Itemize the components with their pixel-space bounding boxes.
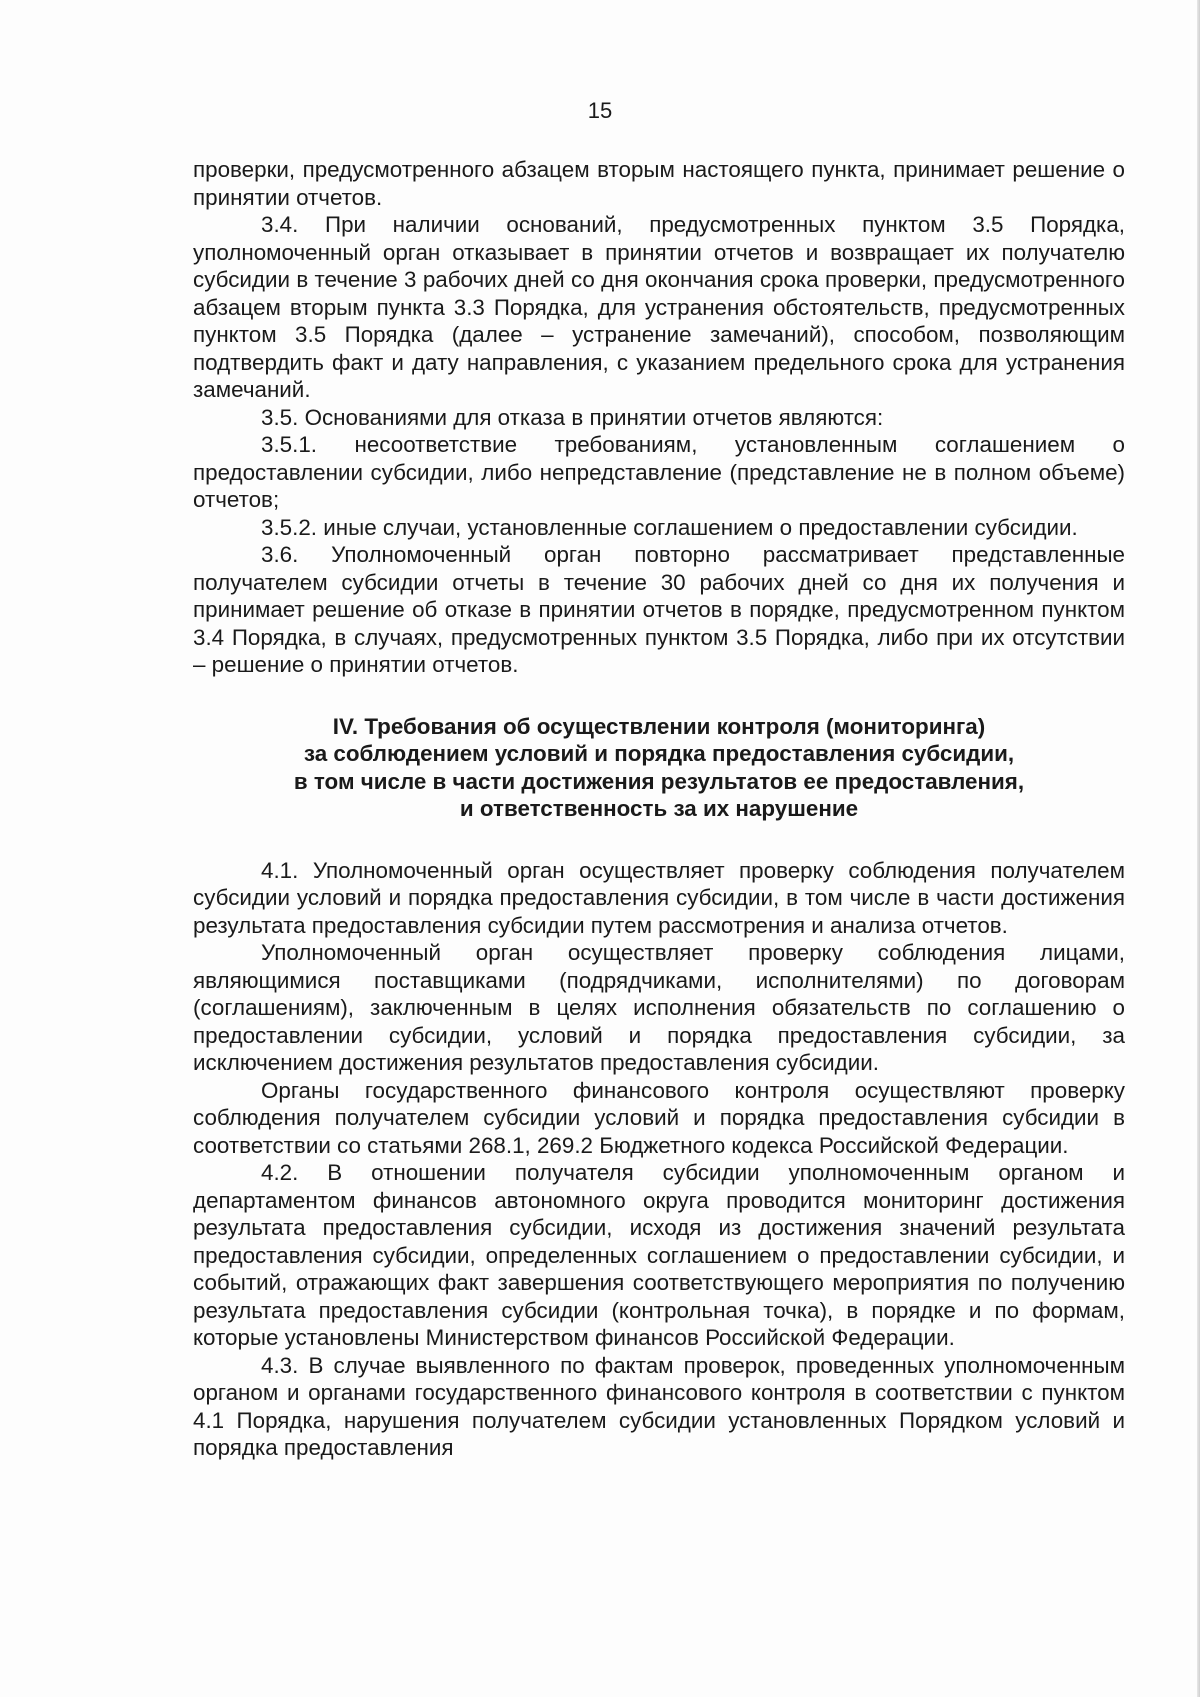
paragraph-4-1-state-control: Органы государственного финансового контроля осуществляют проверку соблюдения получателем субсидии условий и порядка предоставления субсидии в соответствии со статьями 268.1, 269.2 Бюджетного кодекса Российской Федерации. <box>193 1077 1125 1158</box>
paragraph-4-1-suppliers: Уполномоченный орган осуществляет проверку соблюдения лицами, являющимися поставщиками (подрядчиками, исполнителями) по договорам (соглашениям), заключенным в целях исполнения обязательств по соглашению о предоставлении субсидии, условий и порядка предоставления субсидии, за исключением достижения результатов предоставления субсидии. <box>193 940 1125 1075</box>
section-heading <box>193 713 1125 823</box>
document-body <box>193 156 1125 1462</box>
section-heading-line: и ответственность за их нарушение <box>459 796 859 821</box>
paragraph-3-5-1: 3.5.1. несоответствие требованиям, установленным соглашением о предоставлении субсидии, либо непредставление (представление не в полном объеме) отчетов; <box>193 432 1125 512</box>
paragraph-4-2: 4.2. В отношении получателя субсидии уполномоченным органом и департаментом финансов автономного округа проводится мониторинг достижения результата предоставления субсидии, исходя из достижения значений результата предоставления субсидии, определенных соглашением о предоставлении субсидии, и событий, отражающих факт завершения соответствующего мероприятия по получению результата предоставления субсидии (контрольная точка), в порядке и по формам, которые установлены Министерством финансов Российской Федерации. <box>193 1160 1125 1350</box>
paragraph-4-1: 4.1. Уполномоченный орган осуществляет проверку соблюдения получателем субсидии условий и порядка предоставления субсидии, в том числе в части достижения результата предоставления субсидии путем рассмотрения и анализа отчетов. <box>193 857 1125 938</box>
section-heading-line: в том числе в части достижения результатов ее предоставления, <box>293 768 1025 794</box>
section-heading-line: IV. Требования об осуществлении контроля (мониторинга) <box>332 713 986 739</box>
paragraph-3-6: 3.6. Уполномоченный орган повторно рассматривает представленные получателем субсидии отчеты в течение 30 рабочих дней со дня их получения и принимает решение об отказе в принятии отчетов в порядке, предусмотренном пунктом 3.4 Порядка, в случаях, предусмотренных пунктом 3.5 Порядка, либо при их отсутствии – решение о принятии отчетов. <box>193 542 1125 677</box>
paragraph-3-4: 3.4. При наличии оснований, предусмотренных пунктом 3.5 Порядка, уполномоченный орган отказывает в принятии отчетов и возвращает их получателю субсидии в течение 3 рабочих дней со дня окончания срока проверки, предусмотренного абзацем вторым пункта 3.3 Порядка, для устранения обстоятельств, предусмотренных пунктом 3.5 Порядка (далее – устранение замечаний), способом, позволяющим подтвердить факт и дату направления, с указанием предельного срока для устранения замечаний. <box>193 212 1125 402</box>
section-heading-line: за соблюдением условий и порядка предоставления субсидии, <box>303 741 1015 766</box>
paragraph-continuation: проверки, предусмотренного абзацем вторым настоящего пункта, принимает решение о принятии отчетов. <box>193 157 1125 210</box>
paragraph-4-3: 4.3. В случае выявленного по фактам проверок, проведенных уполномоченным органом и органами государственного финансового контроля в соответствии с пунктом 4.1 Порядка, нарушения получателем субсидии установленных Порядком условий и порядка предоставления <box>193 1352 1125 1460</box>
paragraph-3-5-2: 3.5.2. иные случаи, установленные соглашением о предоставлении субсидии. <box>261 514 1078 540</box>
paragraph-3-5: 3.5. Основаниями для отказа в принятии отчетов являются: <box>261 404 884 430</box>
page-number: 15 <box>587 98 613 123</box>
